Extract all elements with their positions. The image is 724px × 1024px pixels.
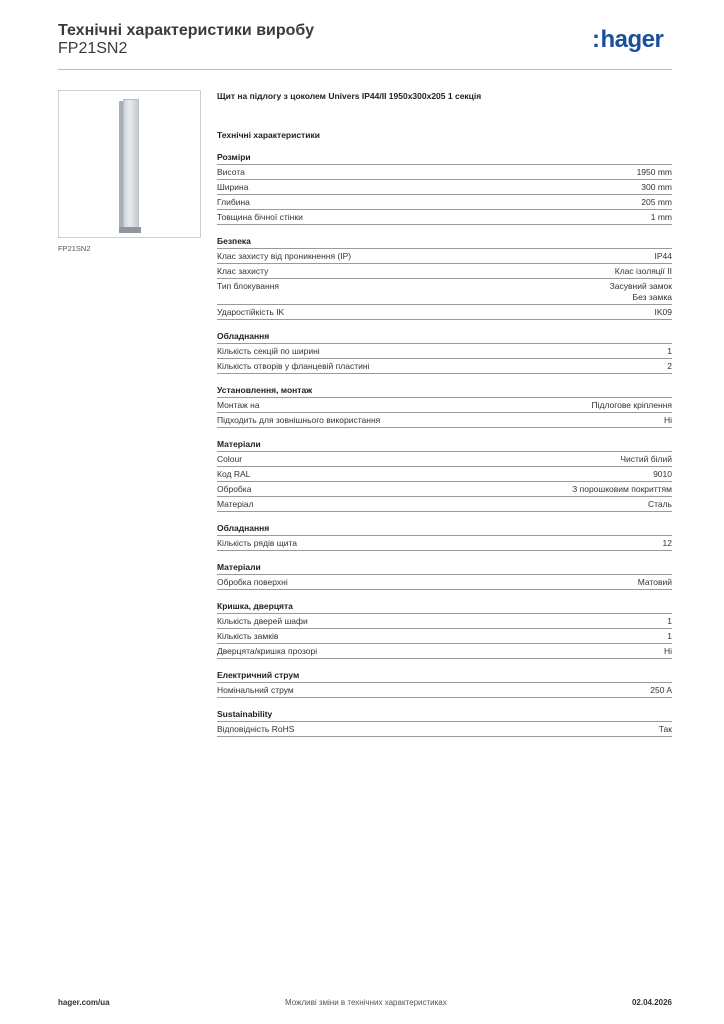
spec-row (217, 165, 672, 180)
spec-value: 1 mm (650, 211, 672, 222)
hager-logo[interactable] (592, 26, 663, 54)
spec-section (217, 522, 672, 551)
header-divider (58, 69, 672, 70)
spec-label: Підходить для зовнішнього використання (217, 414, 381, 425)
footer-note: Можливі зміни в технічних характеристиках (285, 998, 447, 1007)
spec-label: Клас захисту (217, 265, 269, 276)
spec-row (217, 497, 672, 512)
spec-row (217, 614, 672, 629)
spec-label: Код RAL (217, 468, 251, 479)
spec-row (217, 467, 672, 482)
spec-row (217, 683, 672, 698)
spec-value: Сталь (647, 498, 672, 509)
spec-label: Кількість рядів щита (217, 537, 297, 548)
spec-row (217, 644, 672, 659)
footer-website-link[interactable]: hager.com/ua (58, 998, 110, 1007)
spec-label: Номінальний струм (217, 684, 294, 695)
specifications-heading: Технічні характеристики (217, 130, 320, 140)
spec-row (217, 249, 672, 264)
spec-section (217, 151, 672, 225)
spec-section (217, 438, 672, 512)
product-image-caption: FP21SN2 (58, 244, 91, 253)
footer-date: 02.04.2026 (631, 998, 672, 1007)
product-title: Щит на підлогу з цоколем Univers IP44/II 1950x300x205 1 секція (217, 91, 482, 101)
spec-section (217, 669, 672, 698)
spec-value: 9010 (653, 468, 672, 479)
spec-section (217, 561, 672, 590)
spec-label: Дверцята/кришка прозорі (217, 645, 318, 656)
spec-row (217, 575, 672, 590)
spec-value: Ні (663, 414, 672, 425)
spec-row (217, 359, 672, 374)
spec-value: 1950 mm (636, 166, 672, 177)
spec-value: Засувний замок Без замка (609, 280, 672, 302)
spec-section (217, 235, 672, 320)
spec-section (217, 330, 672, 374)
cabinet-front (123, 99, 139, 233)
spec-value: Чистий білий (620, 453, 672, 464)
specification-sections (217, 151, 672, 737)
spec-section (217, 384, 672, 428)
spec-value: Підлогове кріплення (591, 399, 672, 410)
spec-row (217, 279, 672, 305)
spec-row (217, 482, 672, 497)
spec-label: Colour (217, 453, 243, 464)
spec-value: 12 (662, 537, 672, 548)
spec-value: 300 mm (641, 181, 672, 192)
spec-section-title: Розміри (217, 151, 672, 165)
product-code-heading: FP21SN2 (58, 40, 128, 57)
spec-value: IK09 (654, 306, 672, 317)
spec-section-title: Обладнання (217, 330, 672, 344)
spec-value: 250 A (650, 684, 672, 695)
spec-label: Кількість секцій по ширині (217, 345, 320, 356)
spec-row (217, 536, 672, 551)
spec-section-title: Обладнання (217, 522, 672, 536)
spec-label: Тип блокування (217, 280, 280, 291)
spec-value: 1 (667, 630, 672, 641)
spec-label: Відповідність RoHS (217, 723, 295, 734)
product-image-frame (58, 90, 201, 238)
spec-label: Висота (217, 166, 245, 177)
spec-label: Ширина (217, 181, 249, 192)
spec-value: Клас ізоляції II (614, 265, 672, 276)
spec-section-title: Безпека (217, 235, 672, 249)
spec-section-title: Установлення, монтаж (217, 384, 672, 398)
spec-label: Монтаж на (217, 399, 260, 410)
spec-section-title: Sustainability (217, 708, 672, 722)
spec-row (217, 180, 672, 195)
spec-row (217, 210, 672, 225)
spec-value: Матовий (637, 576, 672, 587)
spec-label: Ударостійкість IK (217, 306, 285, 317)
spec-section (217, 708, 672, 737)
spec-label: Товщина бічної стінки (217, 211, 303, 222)
spec-value: З порошковим покриттям (572, 483, 672, 494)
specifications-panel (217, 90, 672, 747)
spec-row (217, 398, 672, 413)
logo-text: hager (600, 26, 664, 53)
spec-value: Так (658, 723, 672, 734)
spec-row (217, 264, 672, 279)
spec-label: Глибина (217, 196, 250, 207)
spec-label: Обробка поверхні (217, 576, 288, 587)
spec-value: 1 (667, 615, 672, 626)
spec-row (217, 195, 672, 210)
spec-section (217, 600, 672, 659)
spec-row (217, 629, 672, 644)
spec-row (217, 305, 672, 320)
document-title: Технічні характеристики виробу (58, 22, 314, 39)
spec-label: Кількість замків (217, 630, 279, 641)
spec-value: Ні (663, 645, 672, 656)
spec-row (217, 452, 672, 467)
spec-section-title: Матеріали (217, 438, 672, 452)
cabinet-base (119, 227, 141, 233)
spec-section-title: Матеріали (217, 561, 672, 575)
spec-value: IP44 (654, 250, 672, 261)
spec-row (217, 413, 672, 428)
spec-row (217, 344, 672, 359)
cabinet-image-icon (119, 99, 141, 233)
spec-row (217, 722, 672, 737)
spec-label: Клас захисту від проникнення (IP) (217, 250, 352, 261)
spec-label: Обробка (217, 483, 252, 494)
spec-section-title: Електричний струм (217, 669, 672, 683)
spec-label: Матеріал (217, 498, 254, 509)
spec-label: Кількість дверей шафи (217, 615, 308, 626)
spec-label: Кількість отворів у фланцевій пластині (217, 360, 370, 371)
spec-value: 2 (667, 360, 672, 371)
spec-value: 1 (667, 345, 672, 356)
spec-section-title: Кришка, дверцята (217, 600, 672, 614)
spec-value: 205 mm (641, 196, 672, 207)
logo-prefix: : (592, 26, 600, 53)
